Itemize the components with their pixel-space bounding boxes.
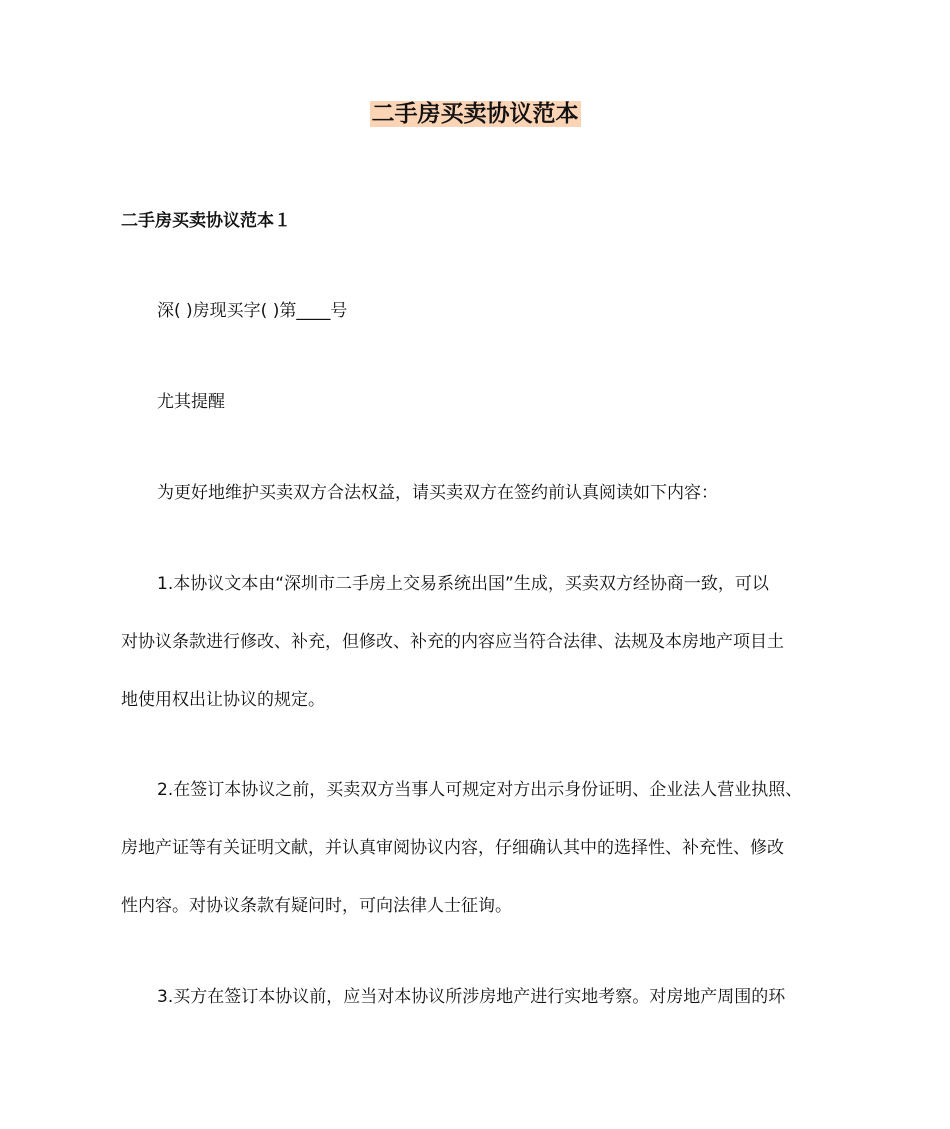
item2-line2: 房地产证等有关证明文献，并认真审阅协议内容，仔细确认其中的选择性、补充性、修改 (121, 838, 784, 858)
item1-line3: 地使用权出让协议的规定。 (121, 690, 325, 710)
item3-line1: 3.买方在签订本协议前，应当对本协议所涉房地产进行实地考察。对房地产周围的环 (157, 987, 786, 1007)
section-heading: 二手房买卖协议范本１ (121, 211, 291, 231)
document-title (0, 97, 950, 131)
item2-line1: 2.在签订本协议之前，买卖双方当事人可规定对方出示身份证明、企业法人营业执照、 (157, 780, 803, 800)
item2-line3: 性内容。对协议条款有疑问时，可向法律人士征询。 (121, 896, 512, 916)
item1-line2: 对协议条款进行修改、补充，但修改、补充的内容应当符合法律、法规及本房地产项目土 (121, 632, 784, 652)
contract-number: 深( )房现买字( )第____号 (157, 301, 348, 321)
item1-line1: 1.本协议文本由“深圳市二手房上交易系统出国”生成，买卖双方经协商一致，可以 (157, 574, 769, 594)
notice-title: 尤其提醒 (157, 392, 225, 412)
intro-paragraph: 为更好地维护买卖双方合法权益，请买卖双方在签约前认真阅读如下内容： (157, 483, 718, 503)
document-title-text: 二手房买卖协议范本 (371, 101, 579, 127)
